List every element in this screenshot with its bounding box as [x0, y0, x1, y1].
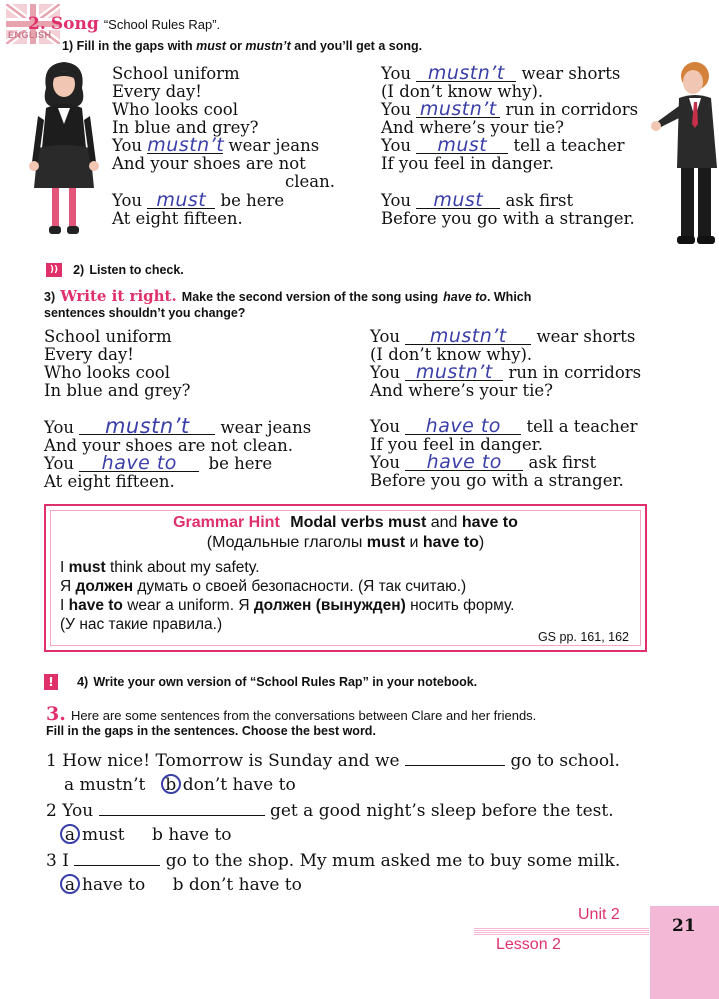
task-3-instruction: 3) Write it right. Make the second version of the song using have to. Which sentences shouldn’t you change? — [44, 287, 532, 320]
song-line: And your shoes are not — [112, 154, 306, 173]
exercise-options — [46, 774, 620, 796]
exercise-list — [46, 751, 620, 896]
grammar-hint-reference: GS pp. 161, 162 — [537, 630, 629, 644]
gap-answer-field[interactable]: must — [147, 192, 215, 209]
exercise-item: 3 I go to the shop. My mum asked me to buy some milk. — [46, 851, 621, 871]
gap-answer-field[interactable]: mustn’t — [79, 418, 215, 435]
girl-illustration — [24, 58, 104, 238]
grammar-hint-subtitle: (Модальные глаголы must и have to) — [206, 534, 485, 551]
song-line-gap: You mustn’t wear jeans — [44, 414, 312, 438]
exercise-item: 1 How nice! Tomorrow is Sunday and we go to school. — [46, 751, 620, 771]
gap-answer-field[interactable]: have to — [405, 454, 523, 471]
gap-answer-field[interactable]: have to — [79, 455, 199, 472]
song-line-gap: You have to be here — [44, 452, 273, 474]
song-line-gap: You mustn’t wear shorts — [370, 325, 636, 347]
song-line-gap: You have to tell a teacher — [370, 415, 638, 437]
lesson-label: Lesson 2 — [496, 936, 561, 953]
section-3-instruction: Fill in the gaps in the sentences. Choose the best word. — [46, 724, 376, 738]
song-line: And your shoes are not clean. — [44, 436, 294, 455]
task-1-left-column — [112, 65, 335, 228]
logo-text: ENGLISH — [8, 30, 52, 40]
section-3-number: 3. — [46, 703, 66, 725]
song-line: At eight fifteen. — [112, 209, 243, 228]
song-line: In blue and grey? — [44, 381, 191, 400]
exercise-options — [46, 874, 620, 896]
song-line: (I don’t know why). — [370, 345, 533, 364]
section-number: 2. — [28, 14, 46, 34]
page-number: 21 — [672, 916, 696, 936]
song-line-gap: You mustn’t wear shorts — [381, 62, 621, 84]
gap-answer-field[interactable]: must — [416, 192, 500, 209]
exercise-item: 2 You get a good night’s sleep before the test. — [46, 801, 614, 821]
task-3-left-column — [44, 328, 311, 491]
section-3-intro: 3. Here are some sentences from the conversations between Clare and her friends. — [46, 703, 537, 725]
song-line: And where’s your tie? — [381, 118, 565, 137]
gap-answer-field[interactable]: mustn’t — [416, 65, 516, 82]
option-a[interactable]: a mustn’t — [64, 775, 146, 795]
song-line-gap: You must ask first — [381, 189, 574, 211]
song-line: In blue and grey? — [112, 118, 259, 137]
task-1-right-column — [381, 62, 639, 228]
section-subtitle: “School Rules Rap”. — [103, 17, 221, 32]
song-line-gap: You must tell a teacher — [381, 134, 625, 156]
task-4: ! 4) Write your own version of “School Rules Rap” in your notebook. — [44, 671, 477, 690]
option-a-selected[interactable]: a have to — [60, 875, 145, 895]
song-line: Who looks cool — [44, 363, 171, 382]
exercise-options — [46, 824, 620, 846]
section-title: Song — [50, 14, 99, 34]
gap-answer-field[interactable]: mustn’t — [147, 134, 225, 156]
gap-answer-field[interactable]: mustn’t — [416, 101, 500, 118]
song-line: Every day! — [112, 82, 202, 101]
song-line: School uniform — [44, 327, 172, 346]
grammar-hint-box — [44, 504, 647, 652]
song-line: If you feel in danger. — [381, 154, 554, 173]
selected-circle: b — [161, 774, 181, 794]
song-line: Every day! — [44, 345, 134, 364]
option-b[interactable]: b don’t have to — [172, 875, 302, 895]
exclamation-icon: ! — [44, 674, 58, 690]
song-line-gap: You mustn’t run in corridors — [370, 361, 642, 383]
gap-answer-field[interactable]: mustn’t — [405, 328, 531, 345]
gap-answer-field[interactable]: mustn’t — [405, 364, 503, 381]
task-3-title: Write it right. — [60, 287, 177, 305]
task-2: )) 2) Listen to check. — [46, 259, 184, 278]
song-line-gap: You have to ask first — [370, 451, 597, 473]
grammar-hint-title: Grammar Hint Modal verbs must and have to — [173, 514, 518, 531]
selected-circle: a — [60, 824, 80, 844]
footer-stripes — [474, 928, 649, 936]
song-line: (I don’t know why). — [381, 82, 544, 101]
song-line: And where’s your tie? — [370, 381, 554, 400]
song-line: clean. — [285, 172, 335, 191]
song-line: If you feel in danger. — [370, 435, 543, 454]
song-line: Who looks cool — [112, 100, 239, 119]
gap-answer-field[interactable]: have to — [405, 418, 521, 435]
grammar-hint-examples: I must think about my safety. Я должен думать о своей безопасности. (Я так считаю.) I have to wear a uniform. Я должен (вынужден) носить форму. (У нас такие правила.) — [60, 559, 515, 633]
song-line: Before you go with a stranger. — [370, 471, 624, 490]
option-b-selected[interactable]: b don’t have to — [161, 775, 296, 795]
task-1-instruction: 1) Fill in the gaps with must or mustn’t and you’ll get a song. — [62, 39, 423, 53]
unit-label: Unit 2 — [578, 906, 620, 923]
task-3-right-column — [370, 325, 642, 490]
song-line-gap: You must be here — [112, 189, 285, 211]
song-line: School uniform — [112, 64, 240, 83]
song-line-gap: You mustn’t run in corridors — [381, 98, 639, 120]
answer-blank[interactable] — [99, 801, 265, 816]
option-b[interactable]: b have to — [152, 825, 232, 845]
selected-circle: a — [60, 874, 80, 894]
song-line: At eight fifteen. — [44, 472, 175, 491]
answer-blank[interactable] — [74, 851, 160, 866]
option-a-selected[interactable]: a must — [60, 825, 125, 845]
answer-blank[interactable] — [405, 751, 505, 766]
audio-icon[interactable]: )) — [46, 263, 62, 277]
gap-answer-field[interactable]: must — [416, 137, 508, 154]
song-line-gap: You mustn’t wear jeans — [112, 134, 320, 156]
section-2-heading — [28, 14, 220, 34]
boy-illustration — [651, 58, 719, 248]
song-line: Before you go with a stranger. — [381, 209, 635, 228]
